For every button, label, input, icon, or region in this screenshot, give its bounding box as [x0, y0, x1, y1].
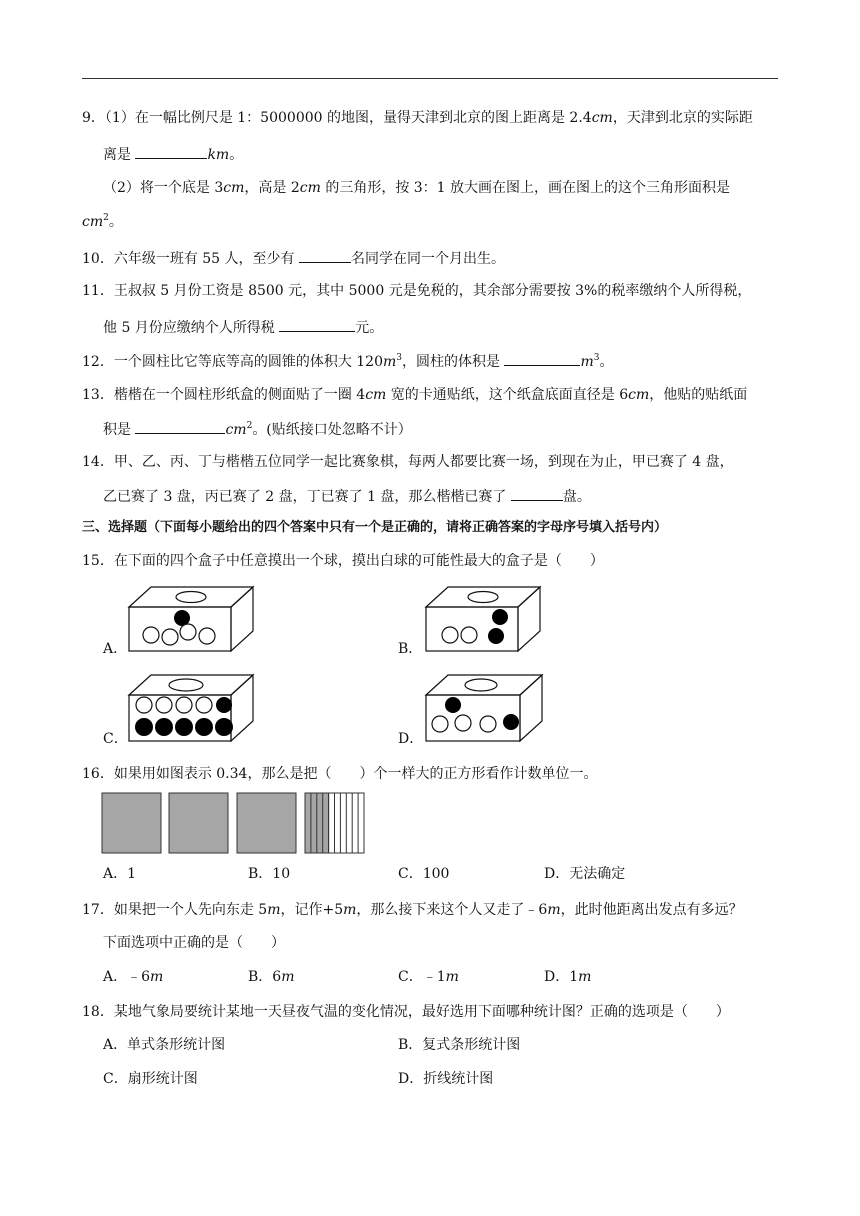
- q17-option-d[interactable]: D．1m: [544, 969, 592, 985]
- q15-box-c-image: [126, 673, 256, 745]
- q17-option-a[interactable]: A．﹣6m: [103, 969, 164, 985]
- q15-option-c-label[interactable]: C．: [103, 731, 128, 747]
- q14-line1: 14．甲、乙、丙、丁与楷楷五位同学一起比赛象棋，每两人都要比赛一场，到现在为止，甲已赛了 4 盘，: [82, 454, 734, 470]
- q11-answer-blank[interactable]: [279, 316, 355, 332]
- q9-line4: $cm^2$。: [82, 213, 123, 230]
- q16-option-c[interactable]: C．100: [398, 866, 450, 882]
- q13-answer-blank[interactable]: [135, 418, 225, 434]
- q16-option-a[interactable]: A．1: [103, 866, 137, 882]
- q17-line1: 17．如果把一个人先向东走 5m，记作+5m，那么接下来这个人又走了﹣6m，此时他距离出发点有多远？: [82, 902, 743, 918]
- q13-line1: 13．楷楷在一个圆柱形纸盒的侧面贴了一圈 4cm 宽的卡通贴纸，这个纸盒底面直径是 6cm，他贴的贴纸面: [82, 387, 748, 403]
- q12-answer-blank[interactable]: [504, 350, 580, 366]
- q18-option-d[interactable]: D．折线统计图: [398, 1071, 494, 1087]
- section-3-heading: 三、选择题（下面每小题给出的四个答案中只有一个是正确的，请将正确答案的字母序号填入括号内）: [82, 520, 668, 535]
- q17-option-c[interactable]: C．﹣1m: [398, 969, 459, 985]
- q10-line: 10．六年级一班有 55 人，至少有 名同学在同一个月出生。: [82, 247, 505, 269]
- q15-option-d-label[interactable]: D．: [398, 731, 424, 747]
- q12-line: 12．一个圆柱比它等底等高的圆锥的体积大 $120m^3$，圆柱的体积是 $m^3$。: [82, 350, 613, 372]
- q16-option-b[interactable]: B．10: [248, 866, 291, 882]
- q9-line1: 9．（1）在一幅比例尺是 1：5000000 的地图，量得天津到北京的图上距离是 2.4cm，天津到北京的实际距: [82, 110, 753, 126]
- q18-option-b[interactable]: B．复式条形统计图: [398, 1037, 521, 1053]
- q16-line: 16．如果用如图表示 0.34，那么是把（ ）个一样大的正方形看作计数单位一。: [82, 766, 598, 782]
- q13-line2: 积是 $cm^2$。(贴纸接口处忽略不计）: [103, 418, 412, 440]
- q9-line2: 离是 km。: [103, 143, 243, 165]
- q15-line: 15．在下面的四个盒子中任意摸出一个球，摸出白球的可能性最大的盒子是（ ）: [82, 553, 604, 569]
- q18-line: 18．某地气象局要统计某地一天昼夜气温的变化情况，最好选用下面哪种统计图？正确的选项是（ ）: [82, 1004, 730, 1020]
- q18-option-c[interactable]: C．扇形统计图: [103, 1071, 198, 1087]
- q9-line3: （2）将一个底是 3cm，高是 2cm 的三角形，按 3：1 放大画在图上，画在图上的这个三角形面积是: [103, 180, 731, 196]
- q15-option-b-label[interactable]: B．: [398, 641, 423, 657]
- q15-option-a-label[interactable]: A．: [103, 641, 128, 657]
- q14-line2: 乙已赛了 3 盘，丙已赛了 2 盘，丁已赛了 1 盘，那么楷楷已赛了 盘。: [103, 485, 591, 507]
- q15-box-d-image: [423, 673, 545, 745]
- q10-answer-blank[interactable]: [299, 247, 351, 263]
- q17-line2: 下面选项中正确的是（ ）: [103, 935, 285, 951]
- q15-box-b-image: [423, 585, 543, 655]
- q16-option-d[interactable]: D．无法确定: [544, 866, 626, 882]
- q14-answer-blank[interactable]: [511, 485, 563, 501]
- q15-box-a-image: [126, 585, 256, 655]
- q16-squares-figure: [101, 792, 365, 855]
- q11-line2: 他 5 月份应缴纳个人所得税 元。: [103, 316, 383, 338]
- header-rule: [82, 78, 778, 79]
- q9-answer-blank-1[interactable]: [135, 143, 207, 159]
- q11-line1: 11．王叔叔 5 月份工资是 8500 元，其中 5000 元是免税的，其余部分需要按 3%的税率缴纳个人所得税，: [82, 283, 752, 299]
- q18-option-a[interactable]: A．单式条形统计图: [103, 1037, 226, 1053]
- q17-option-b[interactable]: B．6m: [248, 969, 295, 985]
